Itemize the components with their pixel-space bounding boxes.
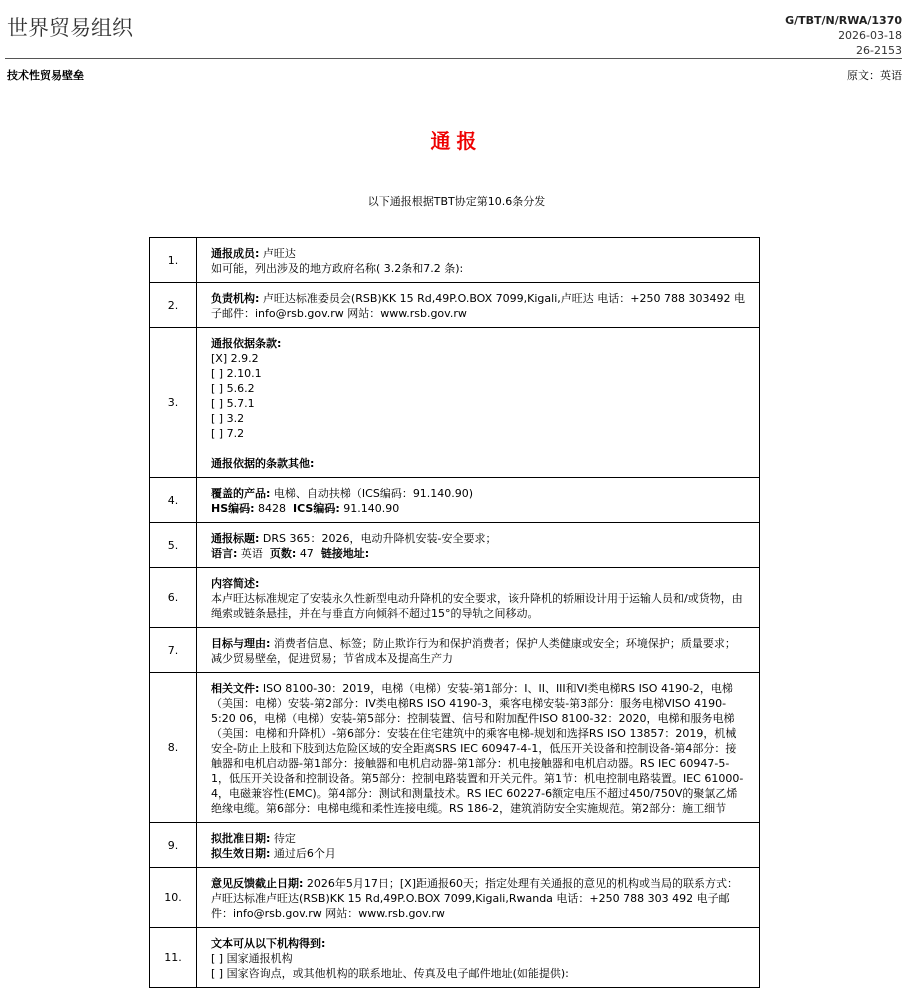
row-label: 通报成员: (211, 247, 260, 260)
row-content (197, 568, 760, 628)
row-content (197, 628, 760, 673)
pages-value: 47 (299, 547, 314, 560)
table-row (150, 523, 760, 568)
row-label: 覆盖的产品: (211, 487, 271, 500)
row-number: 5. (150, 523, 197, 568)
row-value: 电梯、自动扶梯（ICS编码：91.140.90) (273, 487, 474, 500)
row-value: ISO 8100-30：2019，电梯（电梯）安装-第1部分：I、II、III和VI类电梯RS ISO 4190-2，电梯（美国：电梯）安装-第2部分：IV类电梯RS ISO 4190-3，乘客电梯安装-第3部分：服务电梯VISO 4190-5:20 06，电梯（电梯）安装-第5部分：控制装置、信号和附加配件ISO 8100-32：2020，电梯和服务电梯（美国：电梯和升降机）-第6部分：安装在住宅建筑中的乘客电梯-规划和选择RS ISO 13857：2019，机械安全-防止上肢和下肢到达危险区域的安全距离SRS IEC 60947-4-1，低压开关设备和控制设备-第4部分：接触器和电机启动器-第1部分：接触器和电机启动器-第1部分：机电接触器和电机启动器。RS IEC 60947-5-1，低压开关设备和控制设备。第5部分：控制电路装置和开关元件。第1节：机电控制电路装置。IEC 61000-4，电磁兼容性(EMC)。第4部分：测试和测量技术。RS IEC 60227-6额定电压不超过450/750V的聚氯乙烯绝缘电缆。第6部分：电梯电缆和柔性连接电缆。RS 186-2，建筑消防安全实施规范。第2部分：施工细节 (211, 682, 744, 815)
row-text-clip (211, 681, 745, 815)
row-value: 待定 (273, 832, 296, 845)
table-row (150, 628, 760, 673)
doc-date: 2026-03-18 (838, 29, 902, 42)
table-row (150, 823, 760, 868)
row-content (197, 823, 760, 868)
original-language: 原文：英语 (847, 69, 902, 82)
row-label: 文本可从以下机构得到: (211, 937, 326, 950)
row-value: DRS 365：2026，电动升降机安装-安全要求； (262, 532, 497, 545)
list-item: [ ] 5.6.2 (211, 382, 255, 395)
table-row (150, 868, 760, 928)
table-row (150, 478, 760, 523)
list-item: [ ] 3.2 (211, 412, 245, 425)
table-row (150, 928, 760, 988)
row-number: 10. (150, 868, 197, 928)
list-item: [ ] 2.10.1 (211, 367, 262, 380)
row-label: 目标与理由: (211, 637, 271, 650)
row-label: 通报标题: (211, 532, 260, 545)
row-content (197, 523, 760, 568)
list-item: [ ] 5.7.1 (211, 397, 255, 410)
pages-label: 页数: (269, 547, 297, 560)
row-value: 消费者信息、标签；防止欺诈行为和保护消费者；保护人类健康或安全；环境保护；质量要求；减少贸易壁垒，促进贸易；节省成本及提高生产力 (211, 637, 736, 665)
row-label: 通报依据的条款其他: (211, 457, 315, 470)
row-label: 通报依据条款: (211, 337, 282, 350)
row-content (197, 328, 760, 478)
row-label: 拟批准日期: (211, 832, 271, 845)
lang-value: 英语 (240, 547, 263, 560)
row-number: 3. (150, 328, 197, 478)
doc-symbol: G/TBT/N/RWA/1370 (785, 14, 902, 27)
row-content (197, 673, 760, 823)
row-label: 拟生效日期: (211, 847, 271, 860)
table-row (150, 568, 760, 628)
table-row (150, 673, 760, 823)
row-content (197, 928, 760, 988)
table-row (150, 283, 760, 328)
hs-value: 8428 (258, 502, 287, 515)
row-label: 意见反馈截止日期: (211, 877, 304, 890)
header-divider (5, 58, 902, 59)
row-label: 负责机构: (211, 292, 260, 305)
row-note: 如可能，列出涉及的地方政府名称( 3.2条和7.2 条): (211, 262, 464, 275)
page-title: 通报 (430, 129, 483, 153)
row-value: 卢旺达标准委员会(RSB)KK 15 Rd,49P.O.BOX 7099,Kigali,卢旺达 电话：+250 788 303492 电子邮件：info@rsb.gov.rw 网站：www.rsb.gov.rw (211, 292, 745, 320)
row-value: 卢旺达 (262, 247, 296, 260)
row-value: 通过后6个月 (273, 847, 336, 860)
row-number: 4. (150, 478, 197, 523)
link-label: 链接地址: (320, 547, 370, 560)
row-number: 2. (150, 283, 197, 328)
row-content (197, 283, 760, 328)
row-content (197, 478, 760, 523)
doc-meta (785, 13, 902, 58)
notification-table (149, 237, 760, 988)
row-number: 6. (150, 568, 197, 628)
list-item: [ ] 7.2 (211, 427, 245, 440)
row-value: 本卢旺达标准规定了安装永久性新型电动升降机的安全要求，该升降机的轿厢设计用于运输人员和/或货物，由绳索或链条悬挂，并在与垂直方向倾斜不超过15°的导轨之间移动。 (211, 592, 743, 620)
table-row (150, 328, 760, 478)
list-item: [ ] 国家咨询点，或其他机构的联系地址、传真及电子邮件地址(如能提供): (211, 967, 569, 980)
list-item: [X] 2.9.2 (211, 352, 259, 365)
row-content (197, 868, 760, 928)
row-number: 9. (150, 823, 197, 868)
ics-value: 91.140.90 (343, 502, 400, 515)
hs-label: HS编码: (211, 502, 255, 515)
row-number: 11. (150, 928, 197, 988)
doc-number: 26-2153 (856, 44, 902, 57)
row-label: 相关文件: (211, 682, 260, 695)
lang-label: 语言: (211, 547, 238, 560)
row-label: 内容简述: (211, 577, 260, 590)
row-value: 2026年5月17日；[X]距通报60天；指定处理有关通报的意见的机构或当局的联系方式：卢旺达标准卢旺达(RSB)KK 15 Rd,49P.O.BOX 7099,Kigali,Rwanda 电话：+250 788 303 492 电子邮件：info@rsb.gov.rw 网站：www.rsb.gov.rw (211, 877, 739, 920)
row-number: 1. (150, 238, 197, 283)
committee-name: 技术性贸易壁垒 (7, 69, 84, 82)
table-row (150, 238, 760, 283)
intro-text: 以下通报根据TBT协定第10.6条分发 (367, 195, 546, 208)
org-name: 世界贸易组织 (7, 16, 133, 40)
row-number: 7. (150, 628, 197, 673)
ics-label: ICS编码: (293, 502, 340, 515)
list-item: [ ] 国家通报机构 (211, 952, 293, 965)
row-number: 8. (150, 673, 197, 823)
row-content (197, 238, 760, 283)
